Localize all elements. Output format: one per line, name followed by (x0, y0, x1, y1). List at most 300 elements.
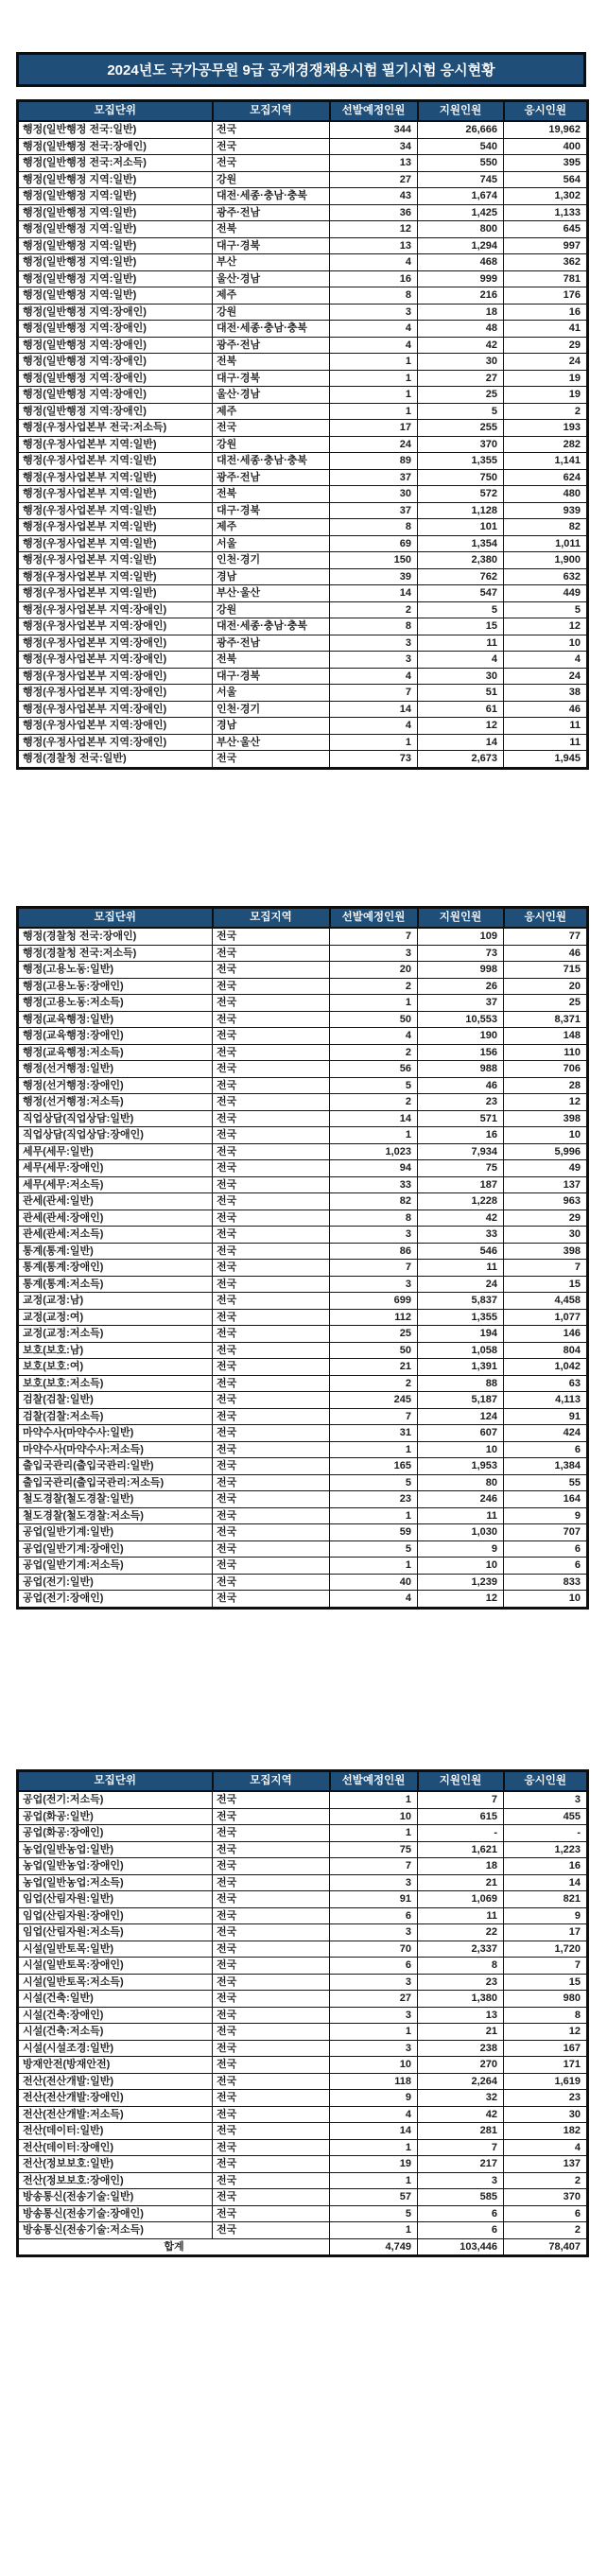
unit-cell: 행정(우정사업본부 지역:일반) (18, 486, 213, 503)
examinees-cell: 939 (504, 502, 588, 519)
applicants-cell: 468 (418, 254, 504, 271)
examinees-cell: 6 (504, 1558, 588, 1575)
quota-cell: 1 (330, 403, 418, 420)
region-cell: 전국 (213, 1359, 330, 1376)
applicants-cell: 1,030 (418, 1524, 504, 1541)
quota-cell: 89 (330, 453, 418, 470)
region-cell: 전국 (213, 1028, 330, 1045)
examinees-cell: 781 (504, 270, 588, 287)
table-row (18, 1991, 588, 2008)
quota-cell: 13 (330, 237, 418, 254)
region-cell: 전국 (213, 1375, 330, 1392)
examinees-cell: 804 (504, 1342, 588, 1359)
table-row (18, 387, 588, 404)
region-cell: 전국 (213, 1858, 330, 1875)
examinees-cell: 1,133 (504, 204, 588, 221)
region-cell: 강원 (213, 304, 330, 321)
region-cell: 전국 (213, 1841, 330, 1858)
region-cell: 전국 (213, 155, 330, 172)
examinees-cell: 707 (504, 1524, 588, 1541)
table-row (18, 2189, 588, 2206)
table-row (18, 337, 588, 354)
examinees-cell: 10 (504, 635, 588, 652)
examinees-cell: 82 (504, 519, 588, 536)
unit-cell: 출입국관리(출입국관리:일반) (18, 1458, 213, 1475)
unit-cell: 방송통신(전송기술:일반) (18, 2189, 213, 2206)
unit-cell: 시설(일반토목:저소득) (18, 1974, 213, 1991)
quota-cell: 14 (330, 701, 418, 718)
table-row (18, 237, 588, 254)
quota-cell: 118 (330, 2073, 418, 2090)
quota-cell: 2 (330, 601, 418, 618)
region-cell: 전국 (213, 2205, 330, 2222)
unit-cell: 공업(일반기계:장애인) (18, 1540, 213, 1558)
examinees-cell: 10 (504, 1127, 588, 1144)
unit-cell: 교정(교정:남) (18, 1293, 213, 1310)
unit-cell: 행정(우정사업본부 지역:일반) (18, 453, 213, 470)
region-cell: 서울 (213, 685, 330, 702)
unit-cell: 교정(교정:저소득) (18, 1326, 213, 1343)
applicants-cell: 46 (418, 1077, 504, 1094)
applicants-cell: 1,380 (418, 1991, 504, 2008)
table-row (18, 403, 588, 420)
table-row (18, 1791, 588, 1808)
table-row (18, 2073, 588, 2090)
table-row (18, 2040, 588, 2057)
quota-cell: 1 (330, 1441, 418, 1458)
region-cell: 전국 (213, 1540, 330, 1558)
table-row (18, 635, 588, 652)
examinees-cell: 4,458 (504, 1293, 588, 1310)
quota-cell: 2 (330, 1094, 418, 1111)
region-cell: 전국 (213, 1061, 330, 1078)
table-row (18, 1924, 588, 1941)
applicants-cell: 2,673 (418, 751, 504, 769)
quota-cell: 14 (330, 585, 418, 602)
quota-cell: 10 (330, 1808, 418, 1825)
quota-cell: 25 (330, 1326, 418, 1343)
unit-cell: 농업(일반농업:저소득) (18, 1874, 213, 1891)
examinees-cell: 77 (504, 928, 588, 945)
examinees-cell: 10 (504, 1591, 588, 1609)
examinees-cell: 449 (504, 585, 588, 602)
applicants-cell: 11 (418, 635, 504, 652)
table-row (18, 1558, 588, 1575)
table-row (18, 1260, 588, 1277)
unit-cell: 철도경찰(철도경찰:저소득) (18, 1507, 213, 1524)
table-row (18, 2222, 588, 2239)
unit-cell: 직업상담(직업상담:일반) (18, 1110, 213, 1127)
applicants-cell: 4 (418, 652, 504, 669)
applicants-cell: 1,128 (418, 502, 504, 519)
examinees-cell: 12 (504, 1094, 588, 1111)
unit-cell: 임업(산림자원:일반) (18, 1891, 213, 1908)
table-row (18, 453, 588, 470)
examinees-cell: 146 (504, 1326, 588, 1343)
examinees-cell: 7 (504, 1958, 588, 1975)
region-cell: 전북 (213, 652, 330, 669)
applicants-cell: 27 (418, 370, 504, 387)
region-cell: 대전·세종·충남·충북 (213, 321, 330, 338)
table-row (18, 2156, 588, 2173)
table-row (18, 1326, 588, 1343)
quota-cell: 3 (330, 945, 418, 962)
applicants-cell: 5,187 (418, 1392, 504, 1409)
applicants-cell: 26,666 (418, 121, 504, 138)
table-row (18, 1193, 588, 1210)
examinees-cell: 164 (504, 1491, 588, 1508)
table-row (18, 2123, 588, 2140)
applicants-cell: 30 (418, 668, 504, 685)
unit-cell: 행정(일반행정 지역:장애인) (18, 387, 213, 404)
applicants-cell: 800 (418, 221, 504, 238)
table-row (18, 1127, 588, 1144)
examinees-cell: 1,141 (504, 453, 588, 470)
unit-cell: 공업(전기:저소득) (18, 1791, 213, 1808)
examinees-cell: 28 (504, 1077, 588, 1094)
examinees-cell: 1,945 (504, 751, 588, 769)
unit-cell: 보호(보호:남) (18, 1342, 213, 1359)
applicants-cell: 5 (418, 403, 504, 420)
applicants-cell: 124 (418, 1408, 504, 1425)
applicants-cell: 24 (418, 1276, 504, 1293)
region-cell: 전국 (213, 1907, 330, 1924)
region-cell: 전국 (213, 1176, 330, 1193)
unit-cell: 통계(통계:장애인) (18, 1260, 213, 1277)
unit-cell: 행정(일반행정 전국:장애인) (18, 138, 213, 155)
unit-cell: 행정(우정사업본부 지역:장애인) (18, 652, 213, 669)
applicants-cell: 37 (418, 995, 504, 1012)
region-cell: 전국 (213, 2057, 330, 2074)
table-row (18, 552, 588, 569)
unit-cell: 행정(선거행정:장애인) (18, 1077, 213, 1094)
examinees-cell: 362 (504, 254, 588, 271)
region-cell: 전국 (213, 1408, 330, 1425)
unit-cell: 방송통신(전송기술:장애인) (18, 2205, 213, 2222)
applicants-cell: 80 (418, 1474, 504, 1491)
table-row (18, 1825, 588, 1842)
table-row (18, 155, 588, 172)
examinees-cell: 5,996 (504, 1143, 588, 1160)
table-row (18, 188, 588, 205)
applicants-cell: 15 (418, 618, 504, 635)
table-row (18, 2090, 588, 2107)
quota-cell: 50 (330, 1342, 418, 1359)
examinees-cell: 624 (504, 469, 588, 486)
unit-cell: 행정(일반행정 지역:장애인) (18, 403, 213, 420)
examinees-cell: 282 (504, 436, 588, 453)
unit-cell: 공업(전기:일반) (18, 1574, 213, 1591)
unit-cell: 행정(일반행정 지역:일반) (18, 287, 213, 305)
table-row (18, 995, 588, 1012)
table-row (18, 138, 588, 155)
quota-cell: 6 (330, 1958, 418, 1975)
region-cell: 전국 (213, 1011, 330, 1028)
table-row (18, 1858, 588, 1875)
quota-cell: 31 (330, 1425, 418, 1442)
table-row (18, 2205, 588, 2222)
quota-cell: 150 (330, 552, 418, 569)
applicants-cell: 281 (418, 2123, 504, 2140)
quota-cell: 59 (330, 1524, 418, 1541)
applicants-cell: 11 (418, 1907, 504, 1924)
region-cell: 전국 (213, 2106, 330, 2123)
examinees-cell: 193 (504, 420, 588, 437)
unit-cell: 행정(우정사업본부 지역:일반) (18, 585, 213, 602)
column-header: 선발예정인원 (330, 1771, 418, 1792)
table-row (18, 1028, 588, 1045)
table-row (18, 701, 588, 718)
applicants-cell: 10 (418, 1558, 504, 1575)
applicants-cell: 585 (418, 2189, 504, 2206)
table-row (18, 354, 588, 371)
total-examinees: 78,407 (504, 2238, 588, 2256)
quota-cell: 9 (330, 2090, 418, 2107)
applicants-cell: 25 (418, 387, 504, 404)
quota-cell: 4 (330, 718, 418, 735)
applicants-cell: 546 (418, 1243, 504, 1260)
quota-cell: 3 (330, 652, 418, 669)
table-row (18, 1591, 588, 1609)
examinees-cell: 1,619 (504, 2073, 588, 2090)
quota-cell: 1 (330, 1558, 418, 1575)
examinees-cell: 1,720 (504, 1941, 588, 1958)
table-row (18, 618, 588, 635)
applicants-cell: - (418, 1825, 504, 1842)
examinees-cell: 2 (504, 403, 588, 420)
quota-cell: 4 (330, 1591, 418, 1609)
applicants-cell: 1,069 (418, 1891, 504, 1908)
unit-cell: 교정(교정:여) (18, 1309, 213, 1326)
unit-cell: 행정(우정사업본부 지역:장애인) (18, 601, 213, 618)
examinees-cell: 24 (504, 354, 588, 371)
unit-cell: 마약수사(마약수사:일반) (18, 1425, 213, 1442)
applicants-cell: 988 (418, 1061, 504, 1078)
unit-cell: 행정(일반행정 지역:장애인) (18, 370, 213, 387)
region-cell: 대구·경북 (213, 237, 330, 254)
quota-cell: 7 (330, 1408, 418, 1425)
examinees-cell: 16 (504, 1858, 588, 1875)
recruitment-table-page-2 (16, 906, 589, 1610)
examinees-cell: 182 (504, 2123, 588, 2140)
examinees-cell: 63 (504, 1375, 588, 1392)
unit-cell: 행정(일반행정 지역:일반) (18, 270, 213, 287)
applicants-cell: 6 (418, 2205, 504, 2222)
region-cell: 전국 (213, 1474, 330, 1491)
region-cell: 전국 (213, 1808, 330, 1825)
quota-cell: 69 (330, 535, 418, 552)
examinees-cell: 137 (504, 2156, 588, 2173)
examinees-cell: 1,042 (504, 1359, 588, 1376)
examinees-cell: 398 (504, 1110, 588, 1127)
unit-cell: 행정(일반행정 지역:일반) (18, 221, 213, 238)
unit-cell: 행정(일반행정 지역:장애인) (18, 321, 213, 338)
quota-cell: 3 (330, 635, 418, 652)
applicants-cell: 11 (418, 1260, 504, 1277)
unit-cell: 행정(우정사업본부 지역:장애인) (18, 635, 213, 652)
unit-cell: 직업상담(직업상담:장애인) (18, 1127, 213, 1144)
examinees-cell: 1,302 (504, 188, 588, 205)
quota-cell: 86 (330, 1243, 418, 1260)
region-cell: 전국 (213, 1558, 330, 1575)
applicants-cell: 1,674 (418, 188, 504, 205)
unit-cell: 행정(우정사업본부 지역:일반) (18, 519, 213, 536)
region-cell: 전북 (213, 354, 330, 371)
table-row (18, 1110, 588, 1127)
unit-cell: 전산(정보보호:일반) (18, 2156, 213, 2173)
region-cell: 광주·전남 (213, 469, 330, 486)
header-row (18, 908, 588, 929)
quota-cell: 1 (330, 995, 418, 1012)
table-row (18, 171, 588, 188)
region-cell: 전국 (213, 1958, 330, 1975)
examinees-cell: 715 (504, 962, 588, 979)
region-cell: 전국 (213, 1891, 330, 1908)
unit-cell: 행정(우정사업본부 지역:일반) (18, 568, 213, 585)
region-cell: 전국 (213, 1974, 330, 1991)
examinees-cell: 46 (504, 945, 588, 962)
region-cell: 대구·경북 (213, 370, 330, 387)
quota-cell: 8 (330, 287, 418, 305)
applicants-cell: 187 (418, 1176, 504, 1193)
table-row (18, 585, 588, 602)
quota-cell: 19 (330, 2156, 418, 2173)
region-cell: 전북 (213, 221, 330, 238)
column-header: 선발예정인원 (330, 101, 418, 122)
examinees-cell: 9 (504, 1507, 588, 1524)
unit-cell: 행정(교육행정:저소득) (18, 1044, 213, 1061)
quota-cell: 4 (330, 321, 418, 338)
unit-cell: 행정(우정사업본부 지역:장애인) (18, 718, 213, 735)
quota-cell: 7 (330, 928, 418, 945)
table-row (18, 321, 588, 338)
examinees-cell: 2 (504, 2222, 588, 2239)
region-cell: 제주 (213, 287, 330, 305)
header-row (18, 1771, 588, 1792)
examinees-cell: 176 (504, 287, 588, 305)
examinees-cell: 7 (504, 1260, 588, 1277)
table-row (18, 601, 588, 618)
table-row (18, 1276, 588, 1293)
unit-cell: 공업(일반기계:저소득) (18, 1558, 213, 1575)
column-header: 모집지역 (213, 1771, 330, 1792)
region-cell: 광주·전남 (213, 635, 330, 652)
table-row (18, 652, 588, 669)
region-cell: 전국 (213, 2073, 330, 2090)
unit-cell: 행정(우정사업본부 지역:장애인) (18, 701, 213, 718)
unit-cell: 행정(우정사업본부 지역:일반) (18, 535, 213, 552)
applicants-cell: 51 (418, 685, 504, 702)
table-row (18, 2172, 588, 2189)
quota-cell: 2 (330, 1044, 418, 1061)
unit-cell: 전산(전산개발:저소득) (18, 2106, 213, 2123)
examinees-cell: 1,077 (504, 1309, 588, 1326)
unit-cell: 행정(고용노동:저소득) (18, 995, 213, 1012)
quota-cell: 4 (330, 254, 418, 271)
applicants-cell: 2,264 (418, 2073, 504, 2090)
region-cell: 전국 (213, 2040, 330, 2057)
table-row (18, 1293, 588, 1310)
examinees-cell: 632 (504, 568, 588, 585)
table-row (18, 2007, 588, 2024)
quota-cell: 1 (330, 354, 418, 371)
quota-cell: 699 (330, 1293, 418, 1310)
table-row (18, 1474, 588, 1491)
examinees-cell: 91 (504, 1408, 588, 1425)
examinees-cell: 167 (504, 2040, 588, 2057)
applicants-cell: 1,355 (418, 453, 504, 470)
table-row (18, 1143, 588, 1160)
region-cell: 부산·울산 (213, 734, 330, 751)
applicants-cell: 999 (418, 270, 504, 287)
quota-cell: 27 (330, 171, 418, 188)
region-cell: 전국 (213, 1293, 330, 1310)
examinees-cell: 8 (504, 2007, 588, 2024)
quota-cell: 16 (330, 270, 418, 287)
region-cell: 강원 (213, 436, 330, 453)
unit-cell: 공업(일반기계:일반) (18, 1524, 213, 1541)
quota-cell: 344 (330, 121, 418, 138)
region-cell: 전국 (213, 1193, 330, 1210)
column-header: 모집지역 (213, 101, 330, 122)
region-cell: 전국 (213, 2172, 330, 2189)
applicants-cell: 22 (418, 1924, 504, 1941)
region-cell: 전국 (213, 1110, 330, 1127)
unit-cell: 행정(경찰청 전국:일반) (18, 751, 213, 769)
unit-cell: 행정(일반행정 지역:일반) (18, 188, 213, 205)
region-cell: 전국 (213, 1227, 330, 1244)
quota-cell: 112 (330, 1309, 418, 1326)
applicants-cell: 42 (418, 337, 504, 354)
table-row (18, 1011, 588, 1028)
examinees-cell: 19 (504, 387, 588, 404)
examinees-cell: 1,223 (504, 1841, 588, 1858)
unit-cell: 전산(데이터:일반) (18, 2123, 213, 2140)
quota-cell: 21 (330, 1359, 418, 1376)
examinees-cell: 1,900 (504, 552, 588, 569)
region-cell: 광주·전남 (213, 337, 330, 354)
region-cell: 전국 (213, 928, 330, 945)
region-cell: 서울 (213, 535, 330, 552)
quota-cell: 8 (330, 1210, 418, 1227)
region-cell: 대구·경북 (213, 502, 330, 519)
region-cell: 전국 (213, 1991, 330, 2008)
table-row (18, 1425, 588, 1442)
quota-cell: 3 (330, 2007, 418, 2024)
table-row (18, 121, 588, 138)
column-header: 지원인원 (418, 908, 504, 929)
region-cell: 전국 (213, 995, 330, 1012)
table-row (18, 287, 588, 305)
applicants-cell: 1,355 (418, 1309, 504, 1326)
total-row (18, 2238, 588, 2256)
table-row (18, 1227, 588, 1244)
quota-cell: 1 (330, 2024, 418, 2041)
quota-cell: 1 (330, 1791, 418, 1808)
unit-cell: 전산(정보보호:장애인) (18, 2172, 213, 2189)
unit-cell: 행정(일반행정 지역:일반) (18, 171, 213, 188)
unit-cell: 임업(산림자원:저소득) (18, 1924, 213, 1941)
applicants-cell: 21 (418, 2024, 504, 2041)
region-cell: 인천·경기 (213, 701, 330, 718)
table-row (18, 370, 588, 387)
region-cell: 전국 (213, 751, 330, 769)
table-row (18, 2106, 588, 2123)
column-header: 응시인원 (504, 1771, 588, 1792)
unit-cell: 행정(우정사업본부 전국:저소득) (18, 420, 213, 437)
region-cell: 전국 (213, 1342, 330, 1359)
quota-cell: 3 (330, 1874, 418, 1891)
